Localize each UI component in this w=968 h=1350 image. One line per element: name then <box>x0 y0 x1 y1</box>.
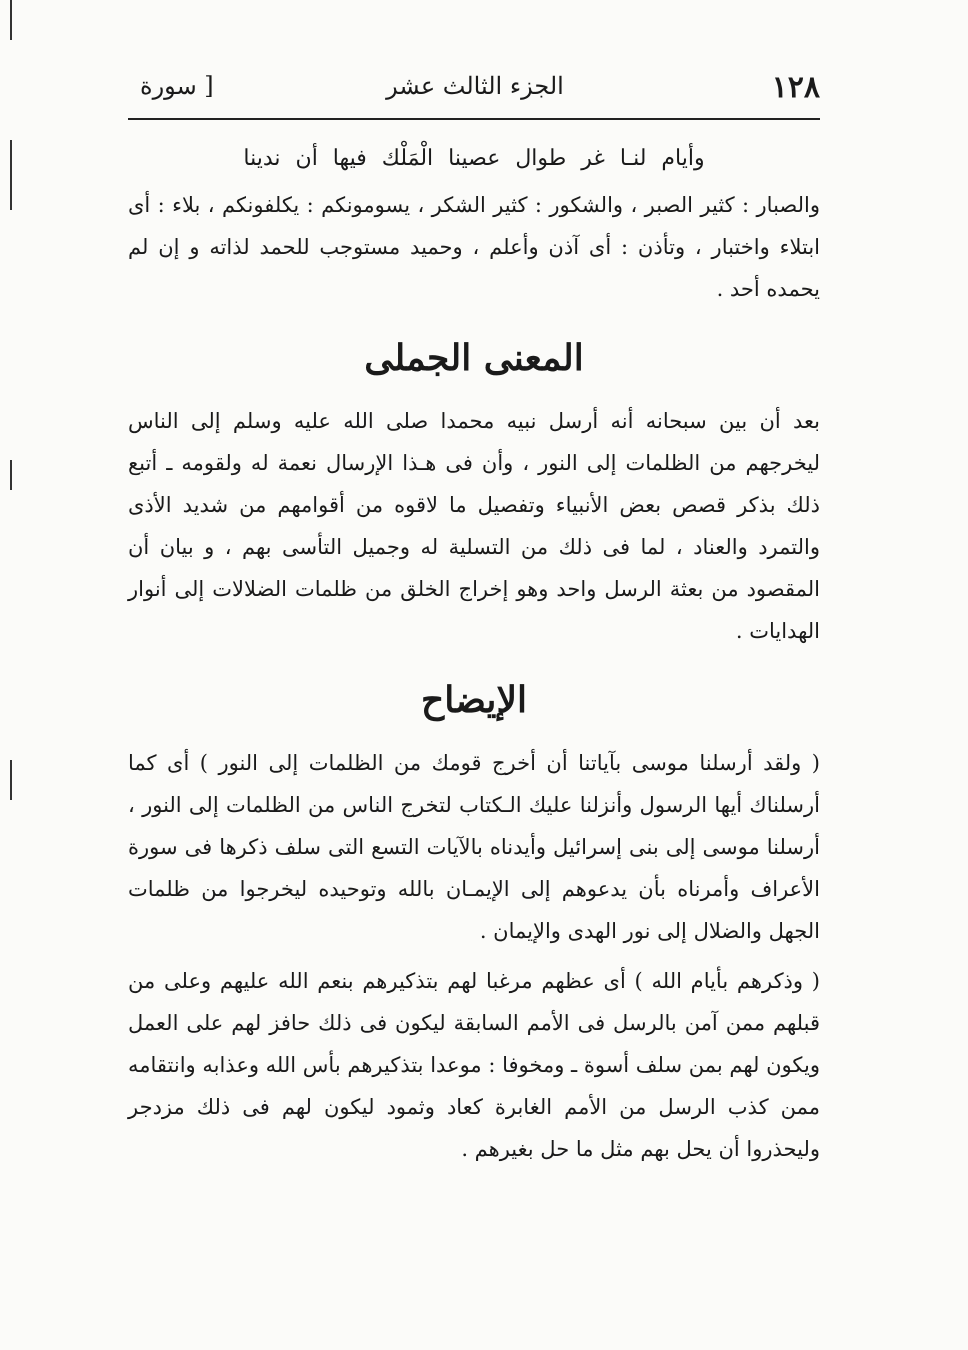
explanation-paragraph: ( ولقد أرسلنا موسى بآياتنا أن أخرج قومك من الظلمات إلى النور ) أى كما أرسلناك أيها الرسول وأنزلنا عليك الـكتاب لتخرج الناس من الظلمات إلى النور ، أرسلنا موسى إلى بنى إسرائيل وأيدناه بالآيات التسع التى سلف ذكرها فى سورة الأعراف وأمرناه بأن يدعوهم إلى الإيمـان بالله وتوحيده ليخرجوا من ظلمات الجهل والضلال إلى نور الهدى والإيمان . <box>128 751 820 943</box>
general-meaning-paragraph: بعد أن بين سبحانه أنه أرسل نبيه محمدا صلى الله عليه وسلم إلى الناس ليخرجهم من الظلمات إلى النور ، وأن فى هـذا الإرسال نعمة له ولقومه ـ أتبع ذلك بذكر قصص بعض الأنبياء وتفصيل ما لاقوه من أقوامهم من شديد الأذى والتمرد والعناد ، لما فى ذلك من التسلية له وجميل التأسى بهم ، و بيان أن المقصود من بعثة الرسل واحد وهو إخراج الخلق من ظلمات الضلالات إلى أنوار الهدايات . <box>128 409 820 643</box>
poetry-verse: وأيام لنـا غر طوال عصينا الْمَلْك فيها أن ندينا <box>243 146 705 171</box>
scan-margin-mark <box>10 760 12 800</box>
part-title: الجزء الثالث عشر <box>386 72 564 100</box>
section-heading-explanation: الإيضاح <box>421 679 527 721</box>
scan-margin-mark <box>10 140 12 210</box>
scan-margin-mark <box>10 0 12 40</box>
explanation-paragraph: ( وذكرهم بأيام الله ) أى عظهم مرغبا لهم بتذكيرهم بنعم الله عليهم وعلى من قبلهم ممن آمن بالرسل فى الأمم السابقة ليكون فى ذلك حافز لهم على العمل ويكون لهم بمن سلف أسوة ـ ومخوفا : موعدا بتذكيرهم بأس الله وعذابه وانتقامه ممن كذب الرسل من الأمم الغابرة كعاد وثمود ليكون لهم فى ذلك مزدجر وليحذروا أن يحل بهم مثل ما حل بغيرهم . <box>128 969 820 1161</box>
header-divider <box>128 118 820 120</box>
page-header <box>130 66 820 110</box>
scan-margin-mark <box>10 460 12 490</box>
surah-label: [ سورة <box>140 72 214 100</box>
glossary-paragraph: والصبار : كثير الصبر ، والشكور : كثير الشكر ، يسومونكم : يكلفونكم ، بلاء : أى ابتلاء واختبار ، وتأذن : أى آذن وأعلم ، وحميد مستوجب للحمد لذاته و إن لم يحمده أحد . <box>128 193 820 301</box>
page-body <box>128 138 820 1170</box>
section-heading-general-meaning: المعنى الجملى <box>364 337 584 379</box>
page-number: ١٢٨ <box>771 70 820 105</box>
